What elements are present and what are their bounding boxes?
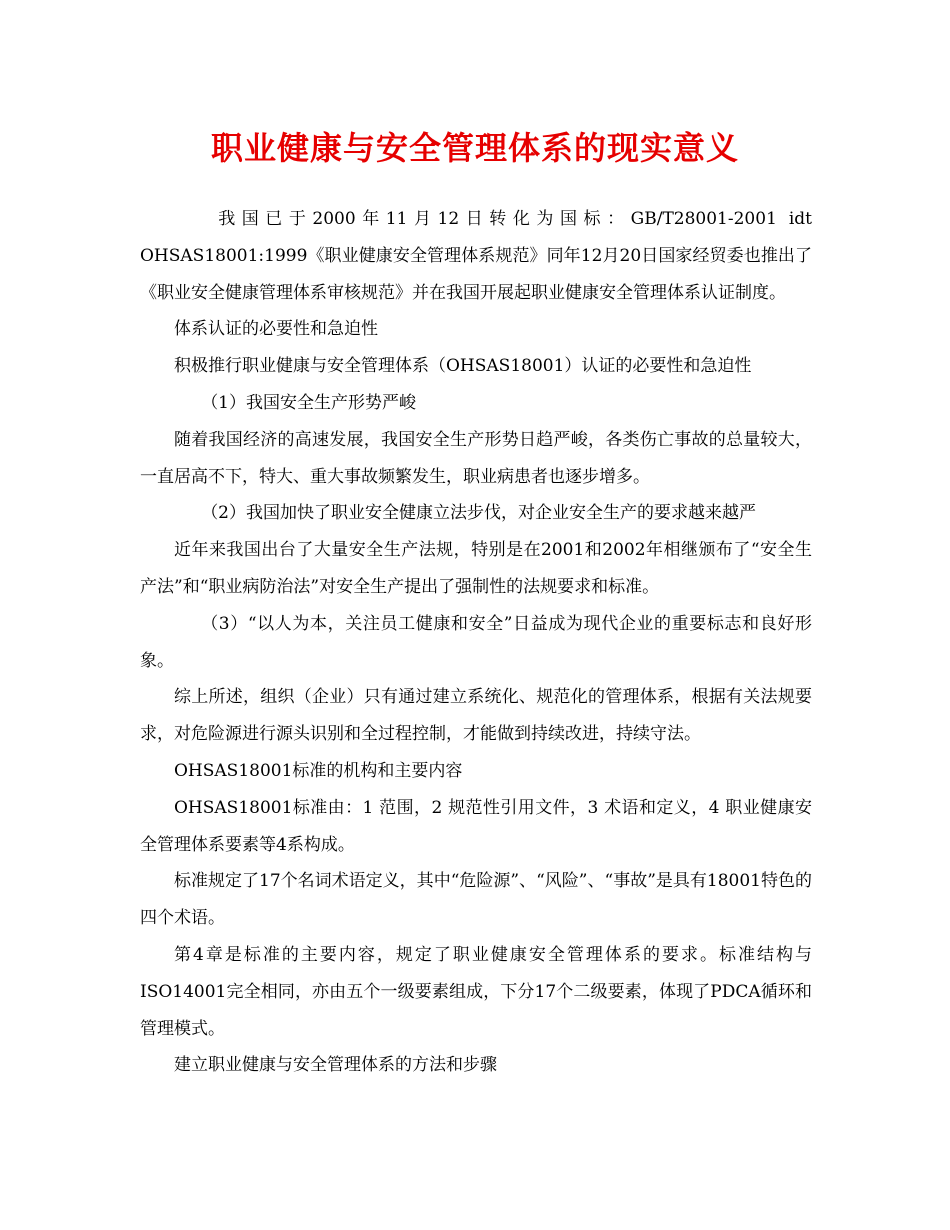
paragraph-standard-composition: OHSAS18001标准由：1 范围，2 规范性引用文件，3 术语和定义，4 职业健康安全管理体系要素等4系构成。 [140, 797, 812, 855]
paragraph-legislation: 近年来我国出台了大量安全生产法规，特别是在2001和2002年相继颁布了“安全生产法”和“职业病防治法”对安全生产提出了强制性的法规要求和标准。 [140, 540, 812, 597]
heading-standard-structure: OHSAS18001标准的机构和主要内容 [174, 760, 463, 781]
paragraph-terms: 标准规定了17个名词术语定义，其中“危险源”、“风险”、“事故”是具有18001特色的四个术语。 [140, 871, 812, 929]
item-3-heading: （3）“以人为本，关注员工健康和安全”日益成为现代企业的重要标志和良好形象。 [140, 613, 812, 671]
paragraph-promotion: 积极推行职业健康与安全管理体系（OHSAS18001）认证的必要性和急迫性 [174, 356, 752, 377]
document-body [140, 201, 812, 1084]
paragraph-chapter-4: 第4章是标准的主要内容，规定了职业健康安全管理体系的要求。标准结构与ISO14001完全相同，亦由五个一级要素组成，下分17个二级要素，体现了PDCA循环和管理模式。 [140, 944, 812, 1039]
heading-methods-steps: 建立职业健康与安全管理体系的方法和步骤 [174, 1055, 497, 1076]
heading-necessity: 体系认证的必要性和急迫性 [174, 319, 378, 340]
paragraph-intro: 我国已于2000年11月12日转化为国标：GB/T28001-2001 idt OHSAS18001:1999《职业健康安全管理体系规范》同年12月20日国家经贸委也推出了《职业安全健康管理体系审核规范》并在我国开展起职业健康安全管理体系认证制度。 [140, 209, 812, 303]
paragraph-summary: 综上所述，组织（企业）只有通过建立系统化、规范化的管理体系，根据有关法规要求，对危险源进行源头识别和全过程控制，才能做到持续改进，持续守法。 [140, 687, 812, 745]
item-1-heading: （1）我国安全生产形势严峻 [201, 392, 417, 413]
item-2-heading: （2）我国加快了职业安全健康立法步伐，对企业安全生产的要求越来越严 [201, 503, 757, 524]
paragraph-safety-situation: 随着我国经济的高速发展，我国安全生产形势日趋严峻，各类伤亡事故的总量较大，一直居高不下，特大、重大事故频繁发生，职业病患者也逐步增多。 [140, 429, 812, 487]
document-title: 职业健康与安全管理体系的现实意义 [210, 129, 739, 167]
